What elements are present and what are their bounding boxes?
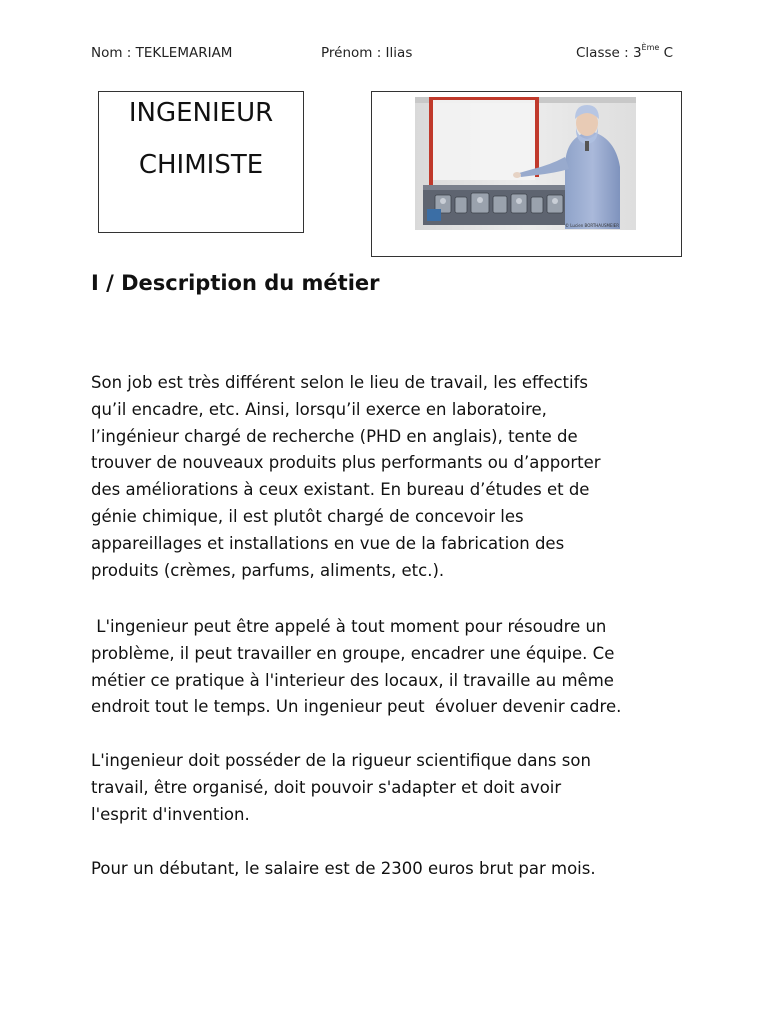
- text-line: Pour un débutant, le salaire est de 2300 euros brut par mois.: [91, 859, 596, 878]
- student-class: [576, 42, 674, 61]
- text-line: L'ingenieur doit posséder de la rigueur scientifique dans son: [91, 751, 591, 770]
- text-line: l'esprit d'invention.: [91, 804, 250, 824]
- lab-photo: [415, 97, 636, 230]
- paragraph-salary: [91, 856, 691, 883]
- text-line: problème, il peut travailler en groupe, encadrer une équipe. Ce: [91, 643, 615, 663]
- paragraph-description: [91, 370, 691, 584]
- title-line-1: INGENIEUR: [128, 98, 274, 128]
- text-line: Son job est très différent selon le lieu de travail, les effectifs: [91, 373, 589, 392]
- student-first-name: Prénom : Ilias: [321, 45, 413, 61]
- text-line: trouver de nouveaux produits plus performants ou d’apporter: [91, 453, 601, 473]
- text-line: des améliorations à ceux existant. En bureau d’études et de: [91, 480, 590, 500]
- text-line: appareillages et installations en vue de la fabrication des: [91, 533, 565, 553]
- text-line: qu’il encadre, etc. Ainsi, lorsqu’il exerce en laboratoire,: [91, 399, 547, 419]
- section-heading: I / Description du métier: [91, 271, 380, 295]
- photo-caption: © Lucien BORTHAUSMEIER: [565, 223, 619, 228]
- text-line: endroit tout le temps. Un ingenieur peut évoluer devenir cadre.: [91, 697, 622, 717]
- text-line: métier ce pratique à l'interieur des locaux, il travaille au même: [91, 670, 614, 690]
- text-line: génie chimique, il est plutôt chargé de concevoir les: [91, 506, 524, 526]
- title-line-2: CHIMISTE: [138, 150, 264, 180]
- text-line: produits (crèmes, parfums, aliments, etc.).: [91, 560, 445, 580]
- student-last-name: Nom : TEKLEMARIAM: [91, 45, 233, 61]
- paragraph-work-conditions: [91, 614, 691, 721]
- paragraph-qualities: [91, 748, 691, 828]
- text-line: travail, être organisé, doit pouvoir s'adapter et doit avoir: [91, 777, 562, 797]
- title-box: [98, 91, 304, 233]
- class-prefix: Classe : 3: [576, 45, 642, 61]
- class-superscript: Ème: [641, 42, 660, 52]
- class-suffix: C: [659, 45, 674, 61]
- photo-box: [371, 91, 682, 257]
- text-line: L'ingenieur peut être appelé à tout moment pour résoudre un: [91, 617, 607, 636]
- text-line: l’ingénieur chargé de recherche (PHD en anglais), tente de: [91, 426, 578, 446]
